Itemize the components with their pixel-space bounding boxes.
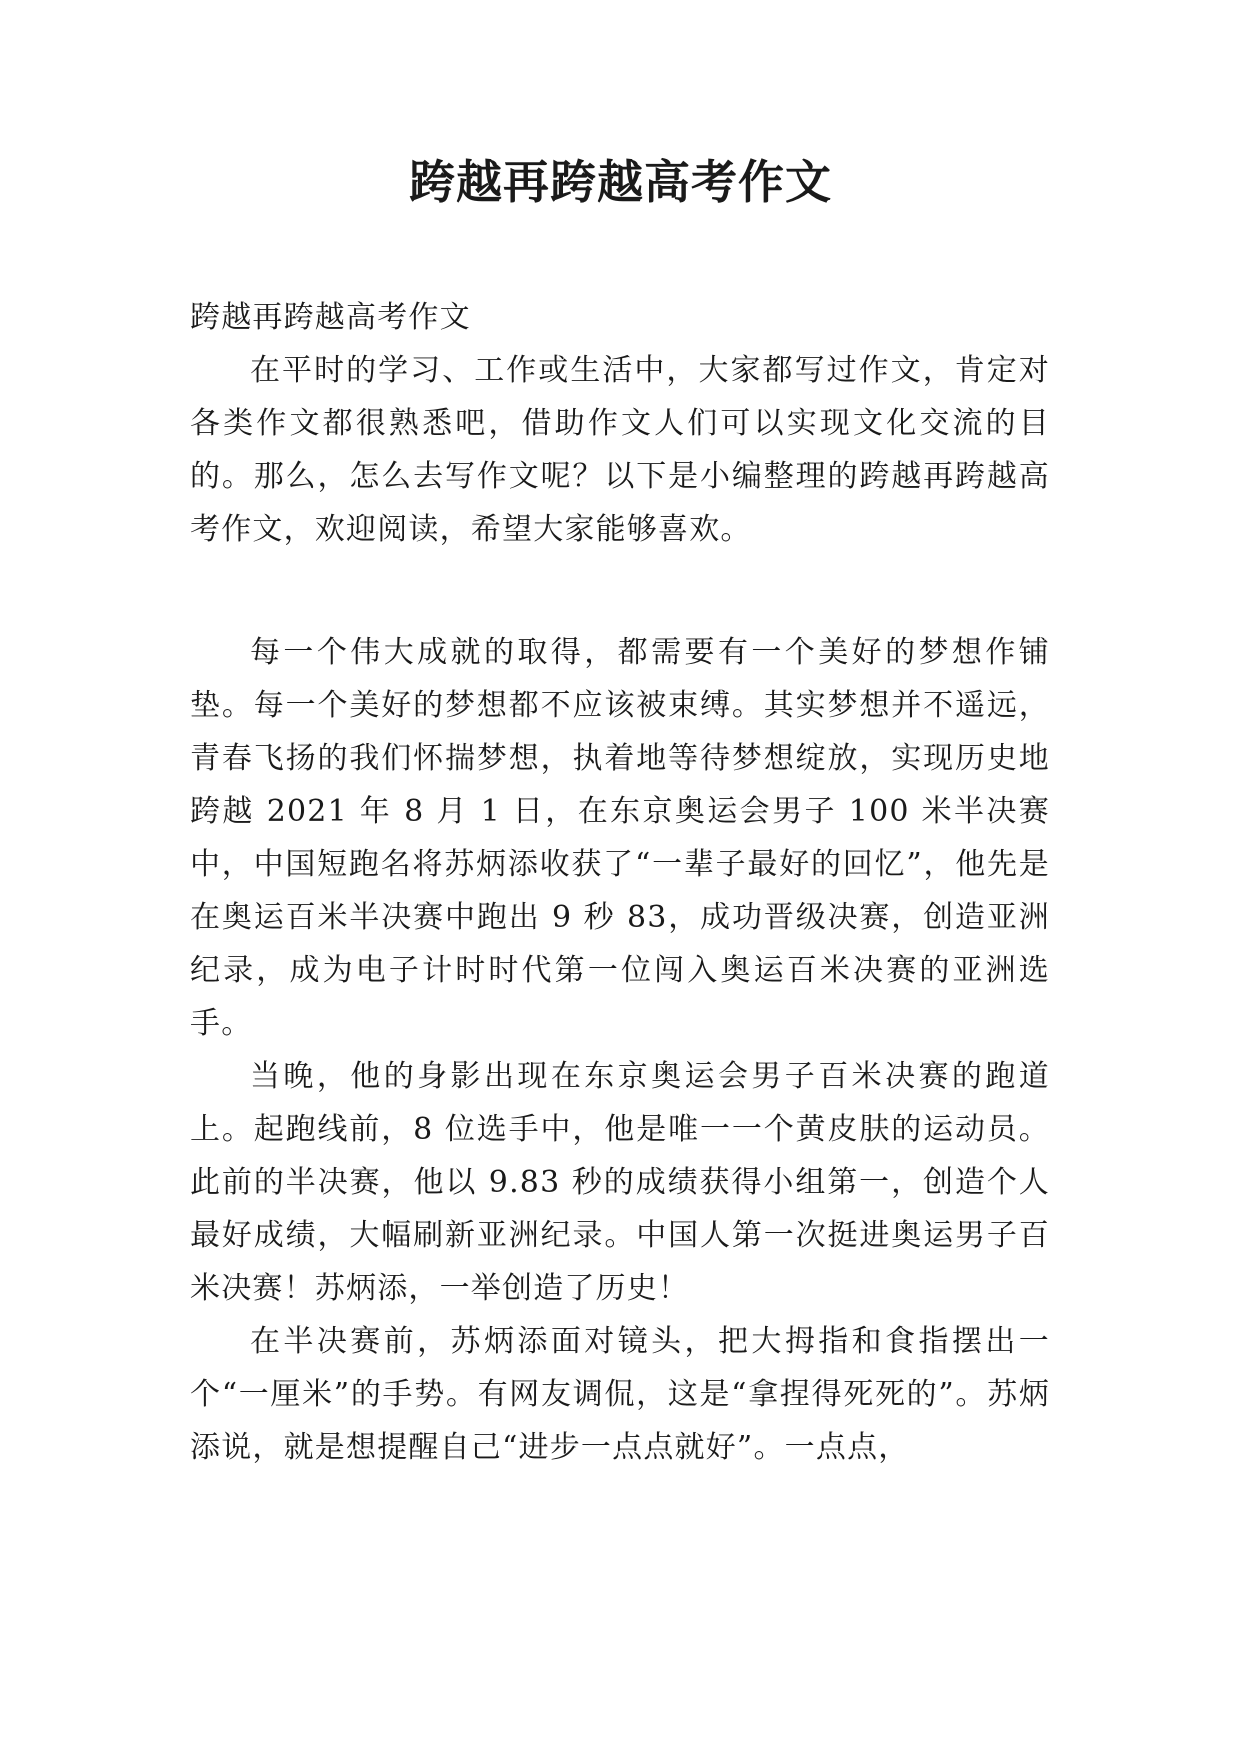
paragraph-gesture: 在半决赛前，苏炳添面对镜头，把大拇指和食指摆出一个“一厘米”的手势。有网友调侃，这是“拿捏得死死的”。苏炳添说，就是想提醒自己“进步一点点就好”。一点点， xyxy=(190,1324,1050,1465)
document-body xyxy=(190,291,1050,1474)
paragraph-final: 当晚，他的身影出现在东京奥运会男子百米决赛的跑道上。起跑线前，8 位选手中，他是唯一一个黄皮肤的运动员。此前的半决赛，他以 9.83 秒的成绩获得小组第一，创造个人最好成绩，大幅刷新亚洲纪录。中国人第一次挺进奥运男子百米决赛！苏炳添，一举创造了历史！ xyxy=(190,1059,1050,1306)
paragraph-intro: 在平时的学习、工作或生活中，大家都写过作文，肯定对各类作文都很熟悉吧，借助作文人们可以实现文化交流的目的。那么，怎么去写作文呢？以下是小编整理的跨越再跨越高考作文，欢迎阅读，希望大家能够喜欢。 xyxy=(190,353,1050,547)
paragraph-gap xyxy=(190,556,1050,626)
document-title: 跨越再跨越高考作文 xyxy=(409,155,832,209)
paragraph-dream: 每一个伟大成就的取得，都需要有一个美好的梦想作铺垫。每一个美好的梦想都不应该被束缚。其实梦想并不遥远，青春飞扬的我们怀揣梦想，执着地等待梦想绽放，实现历史地跨越 2021 年 8 月 1 日，在东京奥运会男子 100 米半决赛中，中国短跑名将苏炳添收获了“一辈子最好的回忆”，他先是在奥运百米半决赛中跑出 9 秒 83，成功晋级决赛，创造亚洲纪录，成为电子计时时代第一位闯入奥运百米决赛的亚洲选手。 xyxy=(190,635,1050,1041)
document-subtitle: 跨越再跨越高考作文 xyxy=(190,300,471,335)
